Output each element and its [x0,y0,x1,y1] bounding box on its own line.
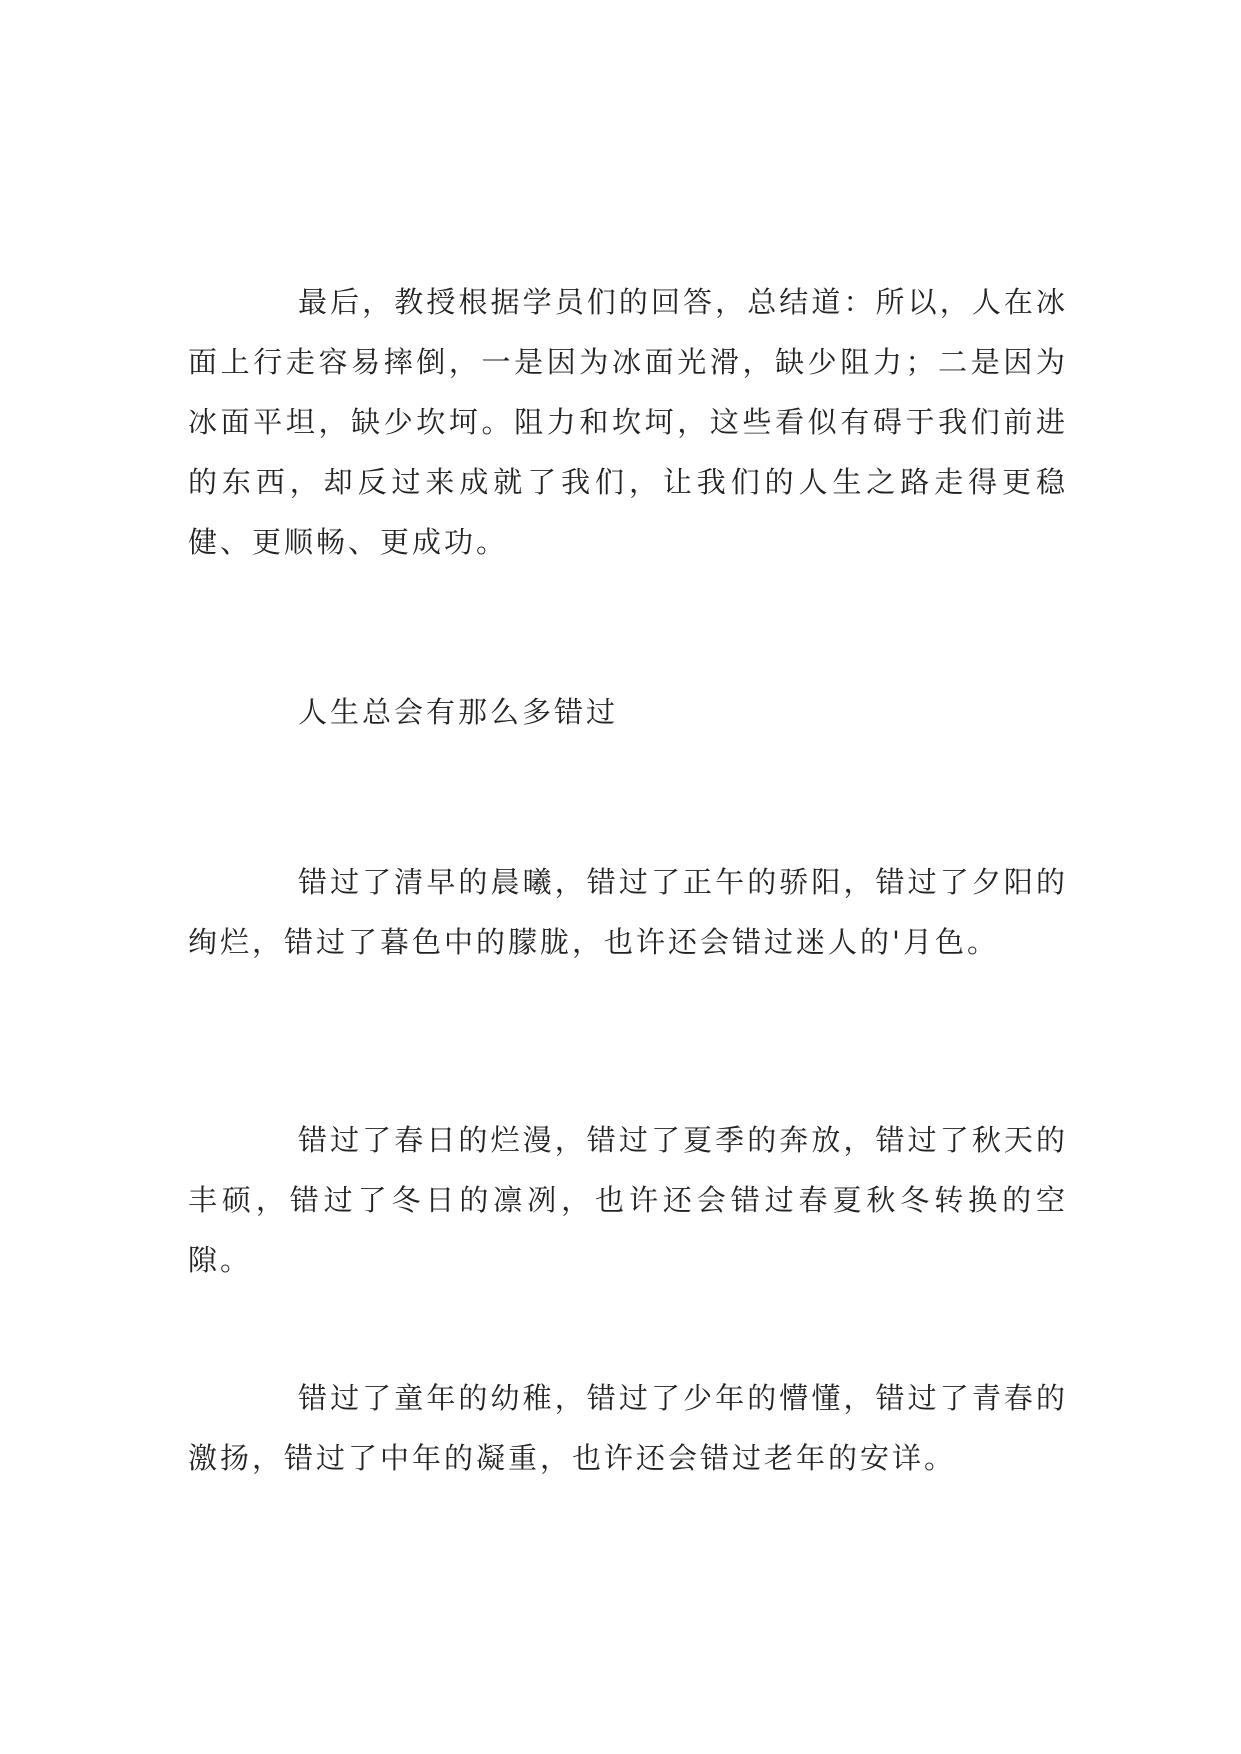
paragraph-day: 错过了清早的晨曦，错过了正午的骄阳，错过了夕阳的绚烂，错过了暮色中的朦胧，也许还会错过迷人的'月色。 [188,865,1068,959]
paragraph-summary: 最后，教授根据学员们的回答，总结道：所以，人在冰面上行走容易摔倒，一是因为冰面光滑，缺少阻力；二是因为冰面平坦，缺少坎坷。阻力和坎坷，这些看似有碍于我们前进的东西，却反过来成就了我们，让我们的人生之路走得更稳健、更顺畅、更成功。 [188,285,1068,559]
paragraph-seasons: 错过了春日的烂漫，错过了夏季的奔放，错过了秋天的丰硕，错过了冬日的凛冽，也许还会错过春夏秋冬转换的空隙。 [188,1123,1068,1277]
paragraph-life-stages: 错过了童年的幼稚，错过了少年的懵懂，错过了青春的激扬，错过了中年的凝重，也许还会错过老年的安详。 [188,1381,1068,1475]
section-heading: 人生总会有那么多错过 [298,695,619,729]
